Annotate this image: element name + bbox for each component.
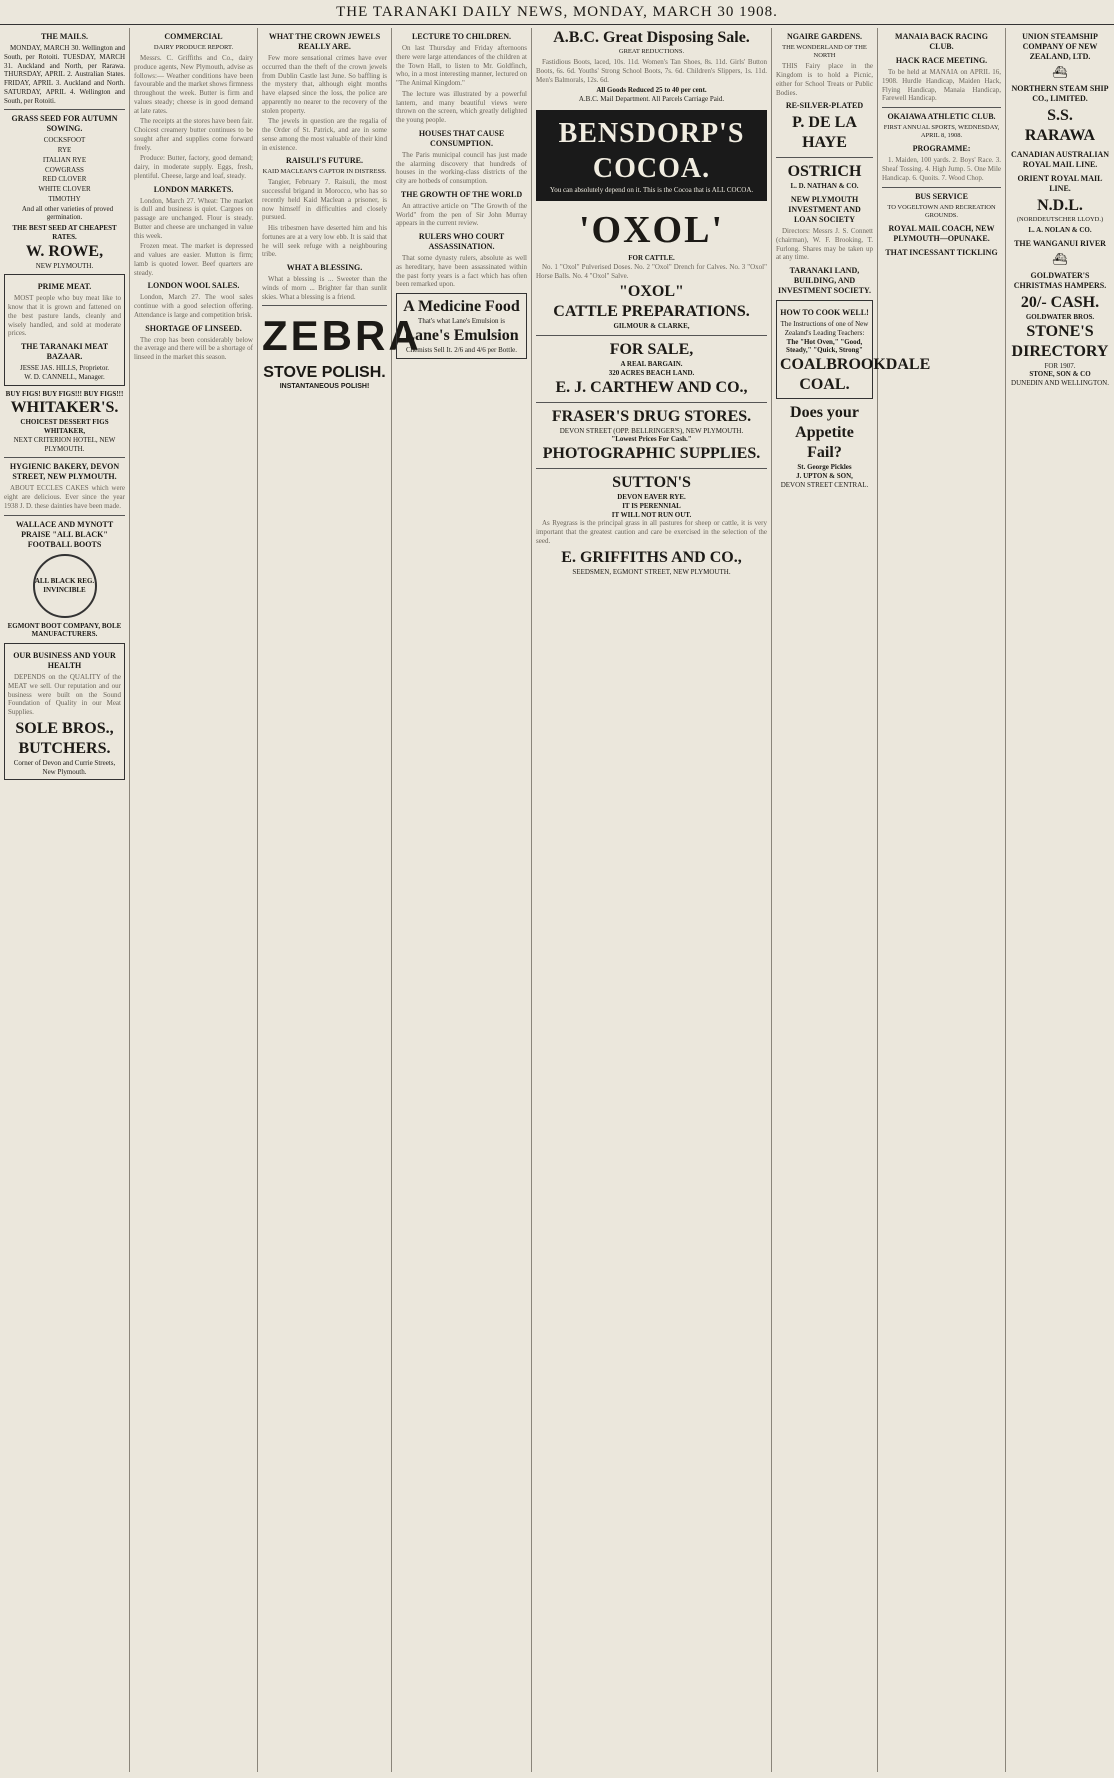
sole-address: Corner of Devon and Currie Streets, New Plymouth. [13, 758, 116, 776]
list-item: ITALIAN RYE [42, 155, 87, 164]
list-item: RED CLOVER [42, 175, 87, 184]
oxol-subtitle: FOR CATTLE. [628, 254, 675, 263]
bus-route: TO VOGELTOWN AND RECREATION GROUNDS. [887, 203, 996, 219]
body-text: The receipts at the stores have been fair. Choicest creamery butter continues to be sought after and supplies come forward freely. [134, 117, 253, 152]
grass-list [4, 136, 125, 203]
northern-steamship: NORTHERN STEAM SHIP CO., LIMITED. [1011, 84, 1109, 103]
cook-subheading: The Instructions of one of New Zealand's Leading Teachers: [780, 320, 869, 337]
column-5 [532, 28, 772, 1772]
bazaar-name: THE TARANAKI MEAT BAZAAR. [20, 342, 109, 361]
stones-year: FOR 1907. [1044, 361, 1076, 370]
mails-text: MONDAY, MARCH 30. Wellington and South, per Rotoiti. TUESDAY, MARCH 31. Auckland and North, per Rarawa. THURSDAY, APRIL 2. Australian States. FRIDAY, APRIL 3. Auckland and North. SATURDAY, APRIL 4. Wellington and South, per Rotoiti. [4, 44, 125, 105]
wonderland: THE WONDERLAND OF THE NORTH [782, 44, 867, 60]
divider [536, 402, 767, 403]
masthead: THE TARANAKI DAILY NEWS, MONDAY, MARCH 30 1908. [0, 0, 1114, 25]
body-text: The jewels in question are the regalia of the Order of St. Patrick, and are in some sense among the most valuable of their kind in existence. [262, 117, 387, 152]
ship-icon: ⛴ [1052, 251, 1068, 266]
body-text: What a blessing is ... Sweeter than the winds of morn ... Brighter far than sunlit skies. What a blessing is a friend. [262, 275, 387, 301]
pickles: St. George Pickles [797, 463, 852, 471]
body-text: On last Thursday and Friday afternoons there were large attendances of the children at the Town Hall, to listen to Mr. Goldfinch, who, in a most interesting manner, lectured on "The Animal Kingdom." [396, 44, 527, 87]
body-text: To be held at MANAIA on APRIL 16, 1908. Hurdle Handicap, Maiden Hack, Flying Handicap, Manaia Handicap, Farewell Handicap. [882, 68, 1001, 103]
stone-address: DUNEDIN AND WELLINGTON. [1011, 379, 1109, 388]
land-society: TARANAKI LAND, BUILDING, AND INVESTMENT SOCIETY. [778, 266, 871, 295]
fraser-heading: FRASER'S DRUG STORES. [551, 407, 752, 425]
fraser-address: DEVON STREET (OPP. BELLRINGER'S), NEW PLYMOUTH. [559, 426, 744, 435]
medicine-food: A Medicine Food [403, 298, 520, 315]
upton-address: DEVON STREET CENTRAL. [780, 480, 869, 489]
athletic-club: OKAIAWA ATHLETIC CLUB. [887, 112, 996, 121]
bazaar-proprietor: JESSE JAS. HILLS, Proprietor. [19, 364, 110, 372]
column-3 [258, 28, 422, 1772]
column-2 [130, 28, 258, 1772]
body-text: ABOUT ECCLES CAKES which were eight are delicious. Ever since the year 1938 J. D. these dainties have been made. [4, 484, 125, 510]
nathan: L. D. NATHAN & CO. [790, 182, 859, 191]
figs-headline: BUY FIGS! BUY FIGS!!! BUY FIGS!!! [5, 389, 124, 398]
racing-club: MANAIA BACK RACING CLUB. [895, 32, 988, 51]
body-text: The crop has been considerably below the average and there will be a shortage of linseed in the market this season. [134, 335, 253, 362]
body-text: London, March 27. Wheat: The market is dull and business is quiet. Cargoes on passage are unchanged. Flour is steady. Butter and cheese are unchanged in value this week. [134, 196, 253, 240]
ndl-subtitle: (NORDDEUTSCHER LLOYD.) [1016, 216, 1104, 223]
whitaker-name: WHITAKER'S. [10, 399, 119, 417]
abc-footer: All Goods Reduced 25 to 40 per cent. [596, 86, 707, 95]
body-text: No. 1 "Oxol" Pulverised Doses. No. 2 "Oxol" Drench for Calves. No. 3 "Oxol" Horse Balls. No. 4 "Oxol" Salve. [536, 262, 767, 280]
tickling: THAT INCESSANT TICKLING [885, 247, 998, 257]
abc-shop: A.B.C. Mail Department. All Parcels Carriage Paid. [578, 95, 725, 104]
lanes-price: Chemists Sell It. 2/6 and 4/6 per Bottle. [405, 345, 518, 354]
crown-jewels-heading: WHAT THE CROWN JEWELS REALLY ARE. [268, 32, 381, 51]
carthew: E. J. CARTHEW AND CO., [555, 378, 748, 396]
column-4 [392, 28, 532, 1772]
lanes-advert [396, 293, 527, 359]
oxol-2-title: "OXOL" [619, 283, 684, 301]
for-sale: FOR SALE, [609, 341, 694, 359]
divider [776, 157, 873, 158]
programme: PROGRAMME: [912, 144, 971, 154]
divider [4, 515, 125, 516]
cook-advert [776, 300, 931, 399]
column-7 [878, 28, 1006, 1772]
ship-icon: ⛴ [1052, 65, 1068, 79]
upton: J. UPTON & SON, [796, 471, 853, 480]
whitaker-address: NEXT CRITERION HOTEL, NEW PLYMOUTH. [13, 435, 116, 453]
business-heading: OUR BUSINESS AND YOUR HEALTH [13, 651, 116, 670]
body-text: London, March 27. The wool sales continue with a good selection offering. Attendance is large and competition brisk. [134, 293, 253, 319]
body-text: That some dynasty rulers, absolute as well as hereditary, have been assassinated within the past forty years is a fact which has often been remarked upon. [396, 254, 527, 289]
divider [262, 305, 387, 306]
oxol-title: 'OXOL' [578, 208, 725, 251]
commercial-heading: COMMERCIAL [164, 32, 223, 41]
bensdorp-title: BENSDORP'S COCOA. [558, 117, 745, 184]
bazaar-manager: W. D. CANNELL, Manager. [24, 372, 105, 381]
raisuli-heading: RAISULI'S FUTURE. [286, 156, 363, 166]
sole-bros: SOLE BROS., BUTCHERS. [15, 719, 114, 757]
photo-supplies: PHOTOGRAPHIC SUPPLIES. [542, 445, 761, 463]
body-text: His tribesmen have deserted him and his fortunes are at a very low ebb. It is said that he will seek refuge with a neighbouring tribe. [262, 224, 387, 259]
ngaire-heading: NGAIRE GARDENS. [786, 32, 863, 41]
body-text: An attractive article on "The Growth of the World" from the pen of Sir John Murray appears in the current review. [396, 201, 527, 228]
acres: 320 ACRES BEACH LAND. [608, 368, 695, 377]
lecture-heading: LECTURE TO CHILDREN. [411, 32, 512, 41]
orient-line: ORIENT ROYAL MAIL LINE. [1017, 174, 1103, 193]
body-text: Fastidious Boots, laced, 10s. 11d. Women's Tan Shoes, 8s. 11d. Girls' Button Boots, 6s. 6d. Youths' Strong School Boots, 7s. 6d. Children's Slippers, 1s. 11d. Men's Balmorals, 12s. 6d. [536, 58, 767, 84]
coalbrookdale: COALBROOKDALE COAL. [780, 356, 931, 393]
houses-heading: HOUSES THAT CAUSE CONSUMPTION. [418, 128, 505, 148]
whitaker-name-2: WHITAKER, [43, 427, 86, 435]
union-steamship: UNION STEAMSHIP COMPANY OF NEW ZEALAND, LTD. [1022, 32, 1098, 61]
divider [4, 457, 125, 458]
divider [882, 187, 1001, 188]
divider [536, 468, 767, 469]
sutton-subheading: DEVON EAVER RYE. [617, 493, 686, 502]
grass-heading: GRASS SEED FOR AUTUMN SOWING. [11, 114, 118, 134]
hot-oven: The "Hot Oven," "Good, Steady," "Quick, Strong" [786, 337, 863, 355]
athletic-date: FIRST ANNUAL SPORTS, WEDNESDAY, APRIL 8, 1908. [883, 124, 1000, 140]
perennial: IT IS PERENNIAL [622, 501, 681, 510]
column-6 [772, 28, 931, 1772]
hampers: GOLDWATER'S CHRISTMAS HAMPERS. [1013, 270, 1107, 290]
egmont-company: EGMONT BOOT COMPANY, BOLE MANUFACTURERS. [7, 621, 122, 639]
body-text: The lecture was illustrated by a powerful lantern, and many beautiful views were thrown on the screen, which greatly delighted the young people. [396, 89, 527, 124]
dairy-report: DAIRY PRODUCE REPORT. [153, 44, 234, 51]
list-item: RYE [57, 146, 72, 154]
goldwater: GOLDWATER BROS. [1025, 312, 1095, 321]
silver-heading: RE-SILVER-PLATED [785, 101, 864, 111]
ndl: N.D.L. [1037, 197, 1083, 214]
column-8 [1006, 28, 1114, 1772]
nolan: L. A. NOLAN & CO. [1028, 226, 1092, 235]
body-text: MOST people who buy meat like to know that it is grown and fattened on the best pasture lands, cleanly and wisely handled, and sold at moderate prices. [8, 294, 121, 338]
zebra-title: ZEBRA [262, 312, 422, 360]
list-item: WHITE CLOVER [38, 185, 91, 193]
sole-advert [4, 643, 125, 780]
oxol-2-subtitle: CATTLE PREPARATIONS. [553, 303, 750, 321]
royal-mail-coach: ROYAL MAIL COACH, NEW PLYMOUTH—OPUNAKE. [888, 223, 995, 243]
football-heading: WALLACE AND MYNOTT PRAISE "ALL BLACK" FOOTBALL BOOTS [15, 519, 114, 549]
meat-advert [4, 274, 125, 385]
rarawa: S.S. RARAWA [1024, 107, 1096, 144]
zebra-subtitle: STOVE POLISH. [263, 363, 386, 381]
body-text: Tangier, February 7. Raisuli, the most successful brigand in Morocco, who has so recently held Kaid Maclean a prisoner, is now himself in difficulties and closely pursued. [262, 178, 387, 222]
wanganui-river: THE WANGANUI RIVER [1014, 238, 1106, 248]
not-run-out: IT WILL NOT RUN OUT. [611, 510, 692, 519]
lanes-emulsion: Lane's Emulsion [404, 326, 519, 344]
list-item: COCKSFOOT [43, 136, 86, 145]
lowest-prices: "Lowest Prices For Cash." [611, 435, 692, 444]
list-item: COWGRASS [45, 165, 84, 174]
body-text: Messrs. C. Griffiths and Co., dairy produce agents, New Plymouth, advise as follows:— Weather conditions have been favourable and the market shows firmness throughout the week. Butter is firm and values steady; cheese is in good demand at late rates. [134, 54, 253, 115]
seedsmen: SEEDSMEN, EGMONT STREET, NEW PLYMOUTH. [572, 567, 731, 576]
body-text: DEPENDS on the QUALITY of the MEAT we sell. Our reputation and our business were built on the Sound Foundation of Quality in our Meat Supplies. [8, 673, 121, 716]
body-text: The Paris municipal council has just made the alarming discovery that hundreds of houses in the working-class districts of the city are hotbeds of consumption. [396, 150, 527, 185]
grass-note: And all other varieties of proved germination. [21, 204, 114, 222]
canadian-line: CANADIAN AUSTRALIAN ROYAL MAIL LINE. [1010, 150, 1109, 169]
stones-directory: STONE'S DIRECTORY [1011, 322, 1109, 360]
body-text: Produce: Butter, factory, good demand; dairy, in moderate supply. Eggs, fresh, plentiful. Cheese, large and loaf, steady. [134, 154, 253, 180]
zebra-tagline: INSTANTANEOUS POLISH! [279, 382, 370, 390]
all-black-badge: ALL BLACK REG. INVINCIBLE [33, 554, 97, 618]
griffiths: E. GRIFFITHS AND CO., [561, 548, 742, 566]
body-text: Directors: Messrs J. S. Connett (chairman), W. F. Brooking, T. Furlong. Shares may be taken up at any time. [776, 227, 873, 262]
london-markets: LONDON MARKETS. [153, 184, 234, 194]
linseed-shortage: SHORTAGE OF LINSEED. [145, 323, 242, 333]
body-text: Frozen meat. The market is depressed and values are easier. Mutton is firm; lamb is quoted lower. Beef quarters are steady. [134, 242, 253, 277]
choicest-figs: CHOICEST DESSERT FIGS [20, 418, 109, 427]
body-text: 1. Maiden, 100 yards. 2. Boys' Race. 3. Sheaf Tossing. 4. High Jump. 5. One Mile Handicap. 6. Quoits. 7. Wood Chop. [882, 156, 1001, 182]
appetite: Does your Appetite Fail? [790, 404, 859, 461]
gilmour-clarke: GILMOUR & CLARKE, [613, 322, 690, 331]
cash: 20/- CASH. [1020, 293, 1100, 311]
wool-sales: LONDON WOOL SALES. [147, 281, 240, 291]
column-1 [0, 28, 130, 1772]
body-text: THIS Fairy place in the Kingdom is to hold a Picnic, either for School Treats or Public Bodies. [776, 62, 873, 97]
divider [536, 335, 767, 336]
rowe-name: W. ROWE, [25, 242, 104, 260]
cook-heading: HOW TO COOK WELL! [780, 308, 869, 317]
divider [4, 109, 125, 110]
mails-heading: THE MAILS. [40, 32, 89, 41]
abc-subheading: GREAT REDUCTIONS. [618, 48, 685, 55]
growth-heading: THE GROWTH OF THE WORLD [400, 189, 523, 199]
bensdorp-advert [536, 110, 767, 201]
rowe-place: NEW PLYMOUTH. [35, 261, 94, 270]
bakery-heading: HYGIENIC BAKERY, DEVON STREET, NEW PLYMOUTH. [9, 462, 120, 482]
divider [882, 107, 1001, 108]
blessing-heading: WHAT A BLESSING. [286, 263, 363, 273]
sutton-heading: SUTTON'S [612, 474, 691, 492]
stone-son: STONE, SON & CO [1029, 370, 1091, 379]
bargain: A REAL BARGAIN. [620, 360, 683, 369]
investment-heading: NEW PLYMOUTH INVESTMENT AND LOAN SOCIETY [788, 195, 861, 224]
body-text: Few more sensational crimes have ever occurred than the theft of the crown jewels from Dublin Castle last June. So baffling is the mystery that, although eight months have elapsed since the loss, the police are apparently no nearer to the recovery of the stolen property. [262, 54, 387, 115]
abc-heading: A.B.C. Great Disposing Sale. [553, 29, 750, 46]
rulers-heading: RULERS WHO COURT ASSASSINATION. [418, 232, 505, 251]
medicine-subtitle: That's what Lane's Emulsion is [418, 317, 505, 325]
body-text: As Ryegrass is the principal grass in all pastures for sheep or cattle, it is very important that the greatest caution and care be exercised in the selection of the seed. [536, 519, 767, 545]
raisuli-subheading: KAID MACLEAN'S CAPTOR IN DISTRESS. [262, 168, 387, 176]
ostrich: OSTRICH [787, 163, 862, 181]
hack-meeting: HACK RACE MEETING. [895, 56, 988, 65]
grass-best: THE BEST SEED AT CHEAPEST RATES. [12, 224, 117, 241]
haye: P. DE LA HAYE [792, 114, 857, 152]
bus-service: BUS SERVICE [915, 191, 968, 201]
list-item: TIMOTHY [48, 194, 81, 203]
prime-meat: PRIME MEAT. [37, 282, 92, 292]
bensdorp-tagline: You can absolutely depend on it. This is the Cocoa that is ALL COCOA. [549, 185, 754, 194]
